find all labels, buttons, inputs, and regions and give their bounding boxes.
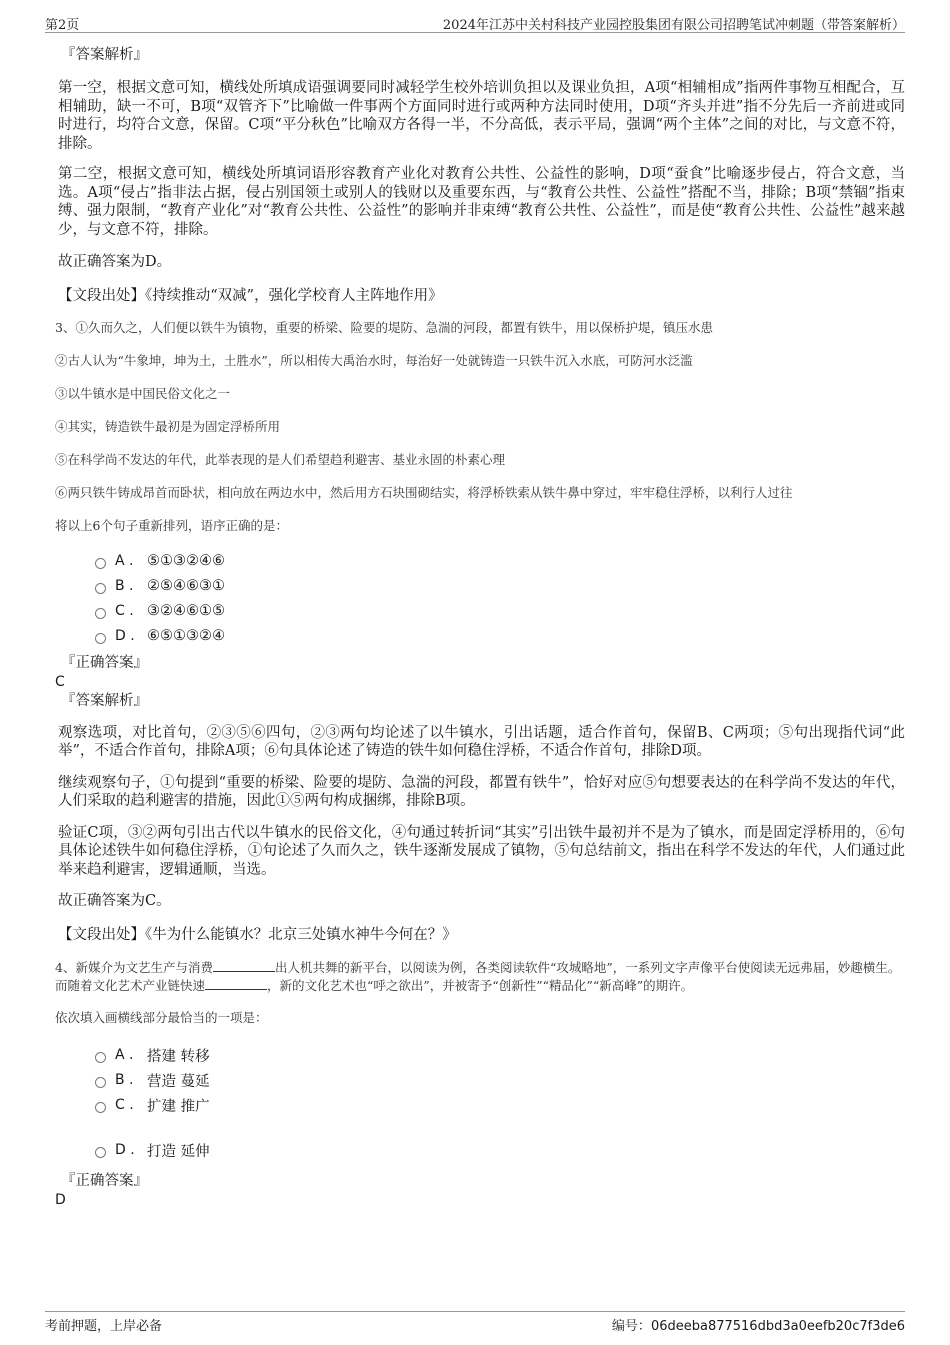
correct-answer-label: 『正确答案』 [61, 654, 148, 671]
analysis-paragraph: 第一空，根据文意可知，横线处所填成语强调要同时减轻学生校外培训负担以及课业负担，A项“相辅相成”指两件事物互相配合，互相辅助，缺一不可，B项“双管齐下”比喻做一件事两个方面同时进行或两种方法同时使用，D项“齐头并进”指不分先后一齐前进或同时进行，均符合文意，保留。C项“平分秋色”比喻双方各得一半，不分高低，表示平局，强调“两个主体”之间的对比，与文意不符，排除。 [58, 80, 905, 152]
option-text: 扩建 推广 [147, 1098, 210, 1115]
option-letter: D . [115, 628, 135, 644]
document-id [612, 1315, 905, 1334]
question-stem-line: ⑥两只铁牛铸成昂首而卧状，相向放在两边水中，然后用方石块围砌结实，将浮桥铁索从铁牛鼻中穿过，牢牢稳住浮桥，以利行人过往 [55, 484, 793, 500]
question-stem-line: ⑤在科学尚不发达的年代，此举表现的是人们希望趋利避害、基业永固的朴素心理 [55, 451, 506, 467]
option-a[interactable] [95, 549, 905, 574]
option-letter: A . [115, 553, 134, 569]
analysis-label: 『答案解析』 [61, 692, 148, 709]
correct-answer: D [55, 1191, 66, 1208]
page-footer [45, 1311, 905, 1334]
analysis-paragraph: 继续观察句子，①句提到“重要的桥梁、险要的堤防、急湍的河段，都置有铁牛”，恰好对应⑤句想要表达的在科学尚不发达的年代，人们采取的趋利避害的措施，因此①⑤两句构成捆绑，排除B项。 [58, 774, 905, 809]
question-stem-line: ③以牛镇水是中国民俗文化之一 [55, 385, 231, 401]
document-title: 2024年江苏中关村科技产业园控股集团有限公司招聘笔试冲刺题（带答案解析） [442, 18, 905, 33]
document-body [55, 45, 905, 1209]
radio-icon[interactable] [95, 608, 106, 619]
option-letter: B . [115, 1072, 134, 1088]
radio-icon[interactable] [95, 1077, 106, 1088]
option-d[interactable] [95, 624, 905, 649]
question-stem-line: ②古人认为“牛象坤，坤为土，土胜水”，所以相传大禹治水时，每治好一处就铸造一只铁牛沉入水底，可防河水泛滥 [55, 352, 693, 368]
radio-icon[interactable] [95, 1147, 106, 1158]
question-stem [55, 959, 905, 995]
radio-icon[interactable] [95, 633, 106, 644]
page-header [45, 12, 905, 33]
document-id-label: 编号： [611, 1319, 651, 1334]
radio-icon[interactable] [95, 1102, 106, 1113]
stem-text: 4、新媒介为文艺生产与消费 [55, 959, 213, 975]
analysis-paragraph: 观察选项，对比首句，②③⑤⑥四句，②③两句均论述了以牛镇水，引出话题，适合作首句，保留B、C两项；⑤句出现指代词“此举”，不适合作首句，排除A项；⑥句具体论述了铸造的铁牛如何稳住浮桥，不适合作首句，排除D项。 [58, 724, 905, 759]
radio-icon[interactable] [95, 1052, 106, 1063]
analysis-paragraph: 验证C项，③②两句引出古代以牛镇水的民俗文化，④句通过转折词“其实”引出铁牛最初并不是为了镇水，而是固定浮桥用的，⑥句具体论述铁牛如何稳住浮桥，①句论述了久而久之，铁牛逐渐发展成了镇物，⑤句总结前文，指出在科学不发达的年代，人们通过此举来趋利避害，逻辑通顺，当选。 [58, 824, 905, 878]
passage-source: 【文段出处】《持续推动“双减”，强化学校育人主阵地作用》 [58, 287, 443, 304]
question-prompt: 依次填入画横线部分最恰当的一项是： [55, 1009, 268, 1025]
option-list [55, 549, 905, 649]
analysis-conclusion: 故正确答案为C。 [58, 893, 171, 909]
question-prompt: 将以上6个句子重新排列，语序正确的是： [55, 517, 288, 533]
option-text: ②⑤④⑥③① [147, 578, 225, 594]
option-letter: C . [115, 1097, 134, 1113]
radio-icon[interactable] [95, 558, 106, 569]
option-text: ⑥⑤①③②④ [147, 628, 225, 644]
fill-blank [213, 959, 275, 972]
passage-source: 【文段出处】《牛为什么能镇水？北京三处镇水神牛今何在？》 [58, 926, 457, 943]
stem-text: ，新的文化艺术也“呼之欲出”，并被寄予“创新性”“精品化”“新高峰”的期许。 [267, 977, 694, 993]
option-text: 搭建 转移 [147, 1048, 210, 1065]
option-a[interactable] [95, 1043, 905, 1068]
question-stem-line: ④其实，铸造铁牛最初是为固定浮桥所用 [55, 418, 281, 434]
option-d[interactable] [95, 1138, 905, 1163]
option-letter: C . [115, 603, 134, 619]
correct-answer-label: 『正确答案』 [61, 1172, 148, 1189]
option-list [55, 1043, 905, 1163]
option-text: 营造 蔓延 [147, 1073, 210, 1090]
analysis-label: 『答案解析』 [61, 47, 148, 63]
option-text: ⑤①③②④⑥ [147, 553, 225, 569]
option-text: 打造 延伸 [147, 1143, 210, 1160]
fill-blank [205, 977, 267, 990]
analysis-paragraph: 第二空，根据文意可知，横线处所填词语形容教育产业化对教育公共性、公益性的影响，D项“蚕食”比喻逐步侵占，符合文意，当选。A项“侵占”指非法占据，侵占别国领土或别人的钱财以及重要东西，与“教育公共性、公益性”搭配不当，排除；B项“禁锢”指束缚、强力限制，“教育产业化”对“教育公共性、公益性”的影响并非束缚“教育公共性、公益性”，而是使“教育公共性、公益性”越来越少，与文意不符，排除。 [58, 166, 905, 238]
question-stem-line: 3、①久而久之，人们便以铁牛为镇物，重要的桥梁、险要的堤防、急湍的河段，都置有铁牛，用以保桥护堤，镇压水患 [55, 319, 713, 335]
option-c[interactable] [95, 599, 905, 624]
page-number: 第2页 [45, 18, 80, 33]
option-c[interactable] [95, 1093, 905, 1118]
correct-answer: C [55, 673, 65, 690]
analysis-conclusion: 故正确答案为D。 [58, 254, 172, 270]
option-letter: A . [115, 1047, 134, 1063]
option-letter: D . [115, 1142, 135, 1158]
radio-icon[interactable] [95, 583, 106, 594]
option-b[interactable] [95, 574, 905, 599]
footer-slogan: 考前押题，上岸必备 [45, 1319, 163, 1334]
stem-text: 出人机共舞的新平台，以阅读为例，各类阅读软件“攻城略地”，一系列文字声像平台使阅读无远弗届，妙趣横生。而随着文化艺术产业链快速 [55, 959, 901, 993]
option-letter: B . [115, 578, 134, 594]
option-b[interactable] [95, 1068, 905, 1093]
document-id-value: 06deeba877516dbd3a0eefb20c7f3de6 [650, 1319, 905, 1334]
option-text: ③②④⑥①⑤ [147, 603, 225, 619]
